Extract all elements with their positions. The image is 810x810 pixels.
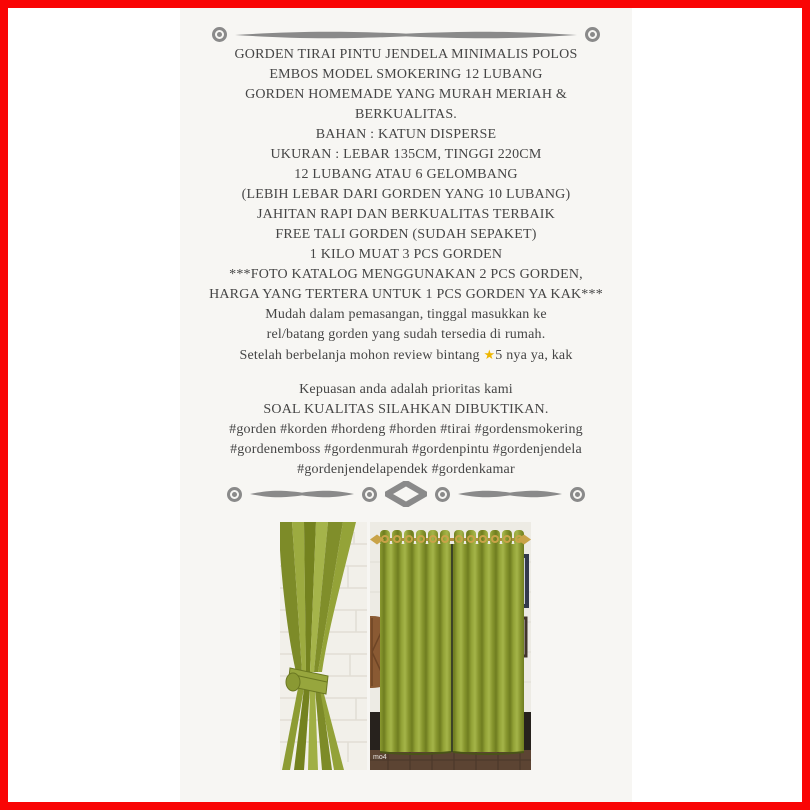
bottom-divider-ornament xyxy=(180,481,632,507)
tapered-line-icon xyxy=(250,488,354,500)
closing-line: Kepuasan anda adalah prioritas kami xyxy=(299,382,513,397)
material-line: BAHAN : KATUN DISPERSE xyxy=(315,127,497,142)
description-line: FREE TALI GORDEN (SUDAH SEPAKET) xyxy=(275,227,537,242)
bullseye-icon xyxy=(362,487,377,502)
description-text xyxy=(180,45,632,480)
top-divider-ornament xyxy=(212,27,600,42)
watermark-text: mo4 xyxy=(373,754,387,761)
description-line: 12 LUBANG ATAU 6 GELOMBANG xyxy=(294,167,518,182)
description-line: (LEBIH LEBAR DARI GORDEN YANG 10 LUBANG) xyxy=(241,187,571,202)
closing-line: SOAL KUALITAS SILAHKAN DIBUKTIKAN. xyxy=(263,402,549,417)
bullseye-icon xyxy=(212,27,227,42)
review-text: Setelah berbelanja mohon review bintang xyxy=(239,348,484,363)
bullseye-icon xyxy=(435,487,450,502)
note-line: HARGA YANG TERTERA UNTUK 1 PCS GORDEN YA KAK*** xyxy=(209,287,603,302)
review-request-line xyxy=(180,345,632,366)
note-line: ***FOTO KATALOG MENGGUNAKAN 2 PCS GORDEN, xyxy=(229,267,583,282)
blank-line xyxy=(180,366,632,380)
bullseye-icon xyxy=(585,27,600,42)
hashtag-line: #gorden #korden #hordeng #horden #tirai #gordensmokering xyxy=(229,422,583,437)
star-icon: ★ xyxy=(483,347,496,362)
description-line: 1 KILO MUAT 3 PCS GORDEN xyxy=(309,247,503,262)
title-line: GORDEN TIRAI PINTU JENDELA MINIMALIS POLOS xyxy=(234,47,578,62)
description-line: Mudah dalam pemasangan, tinggal masukkan ke xyxy=(265,307,547,322)
bullseye-icon xyxy=(570,487,585,502)
bullseye-icon xyxy=(227,487,242,502)
product-photo-curtain-tied xyxy=(280,522,367,770)
size-line: UKURAN : LEBAR 135CM, TINGGI 220CM xyxy=(270,147,542,162)
description-line: BERKUALITAS. xyxy=(355,107,457,122)
hashtag-line: #gordenemboss #gordenmurah #gordenpintu #gordenjendela xyxy=(230,442,582,457)
description-line: JAHITAN RAPI DAN BERKUALITAS TERBAIK xyxy=(257,207,555,222)
review-text: 5 nya ya, kak xyxy=(495,348,573,363)
hashtag-line: #gordenjendelapendek #gordenkamar xyxy=(297,462,515,477)
tapered-line-icon xyxy=(235,29,577,41)
product-photo-curtains-hung xyxy=(370,522,531,770)
diamond-icon xyxy=(385,481,427,507)
description-line: GORDEN HOMEMADE YANG MURAH MERIAH & xyxy=(245,87,567,102)
title-line: EMBOS MODEL SMOKERING 12 LUBANG xyxy=(269,67,543,82)
description-line: rel/batang gorden yang sudah tersedia di rumah. xyxy=(266,327,546,342)
tapered-line-icon xyxy=(458,488,562,500)
